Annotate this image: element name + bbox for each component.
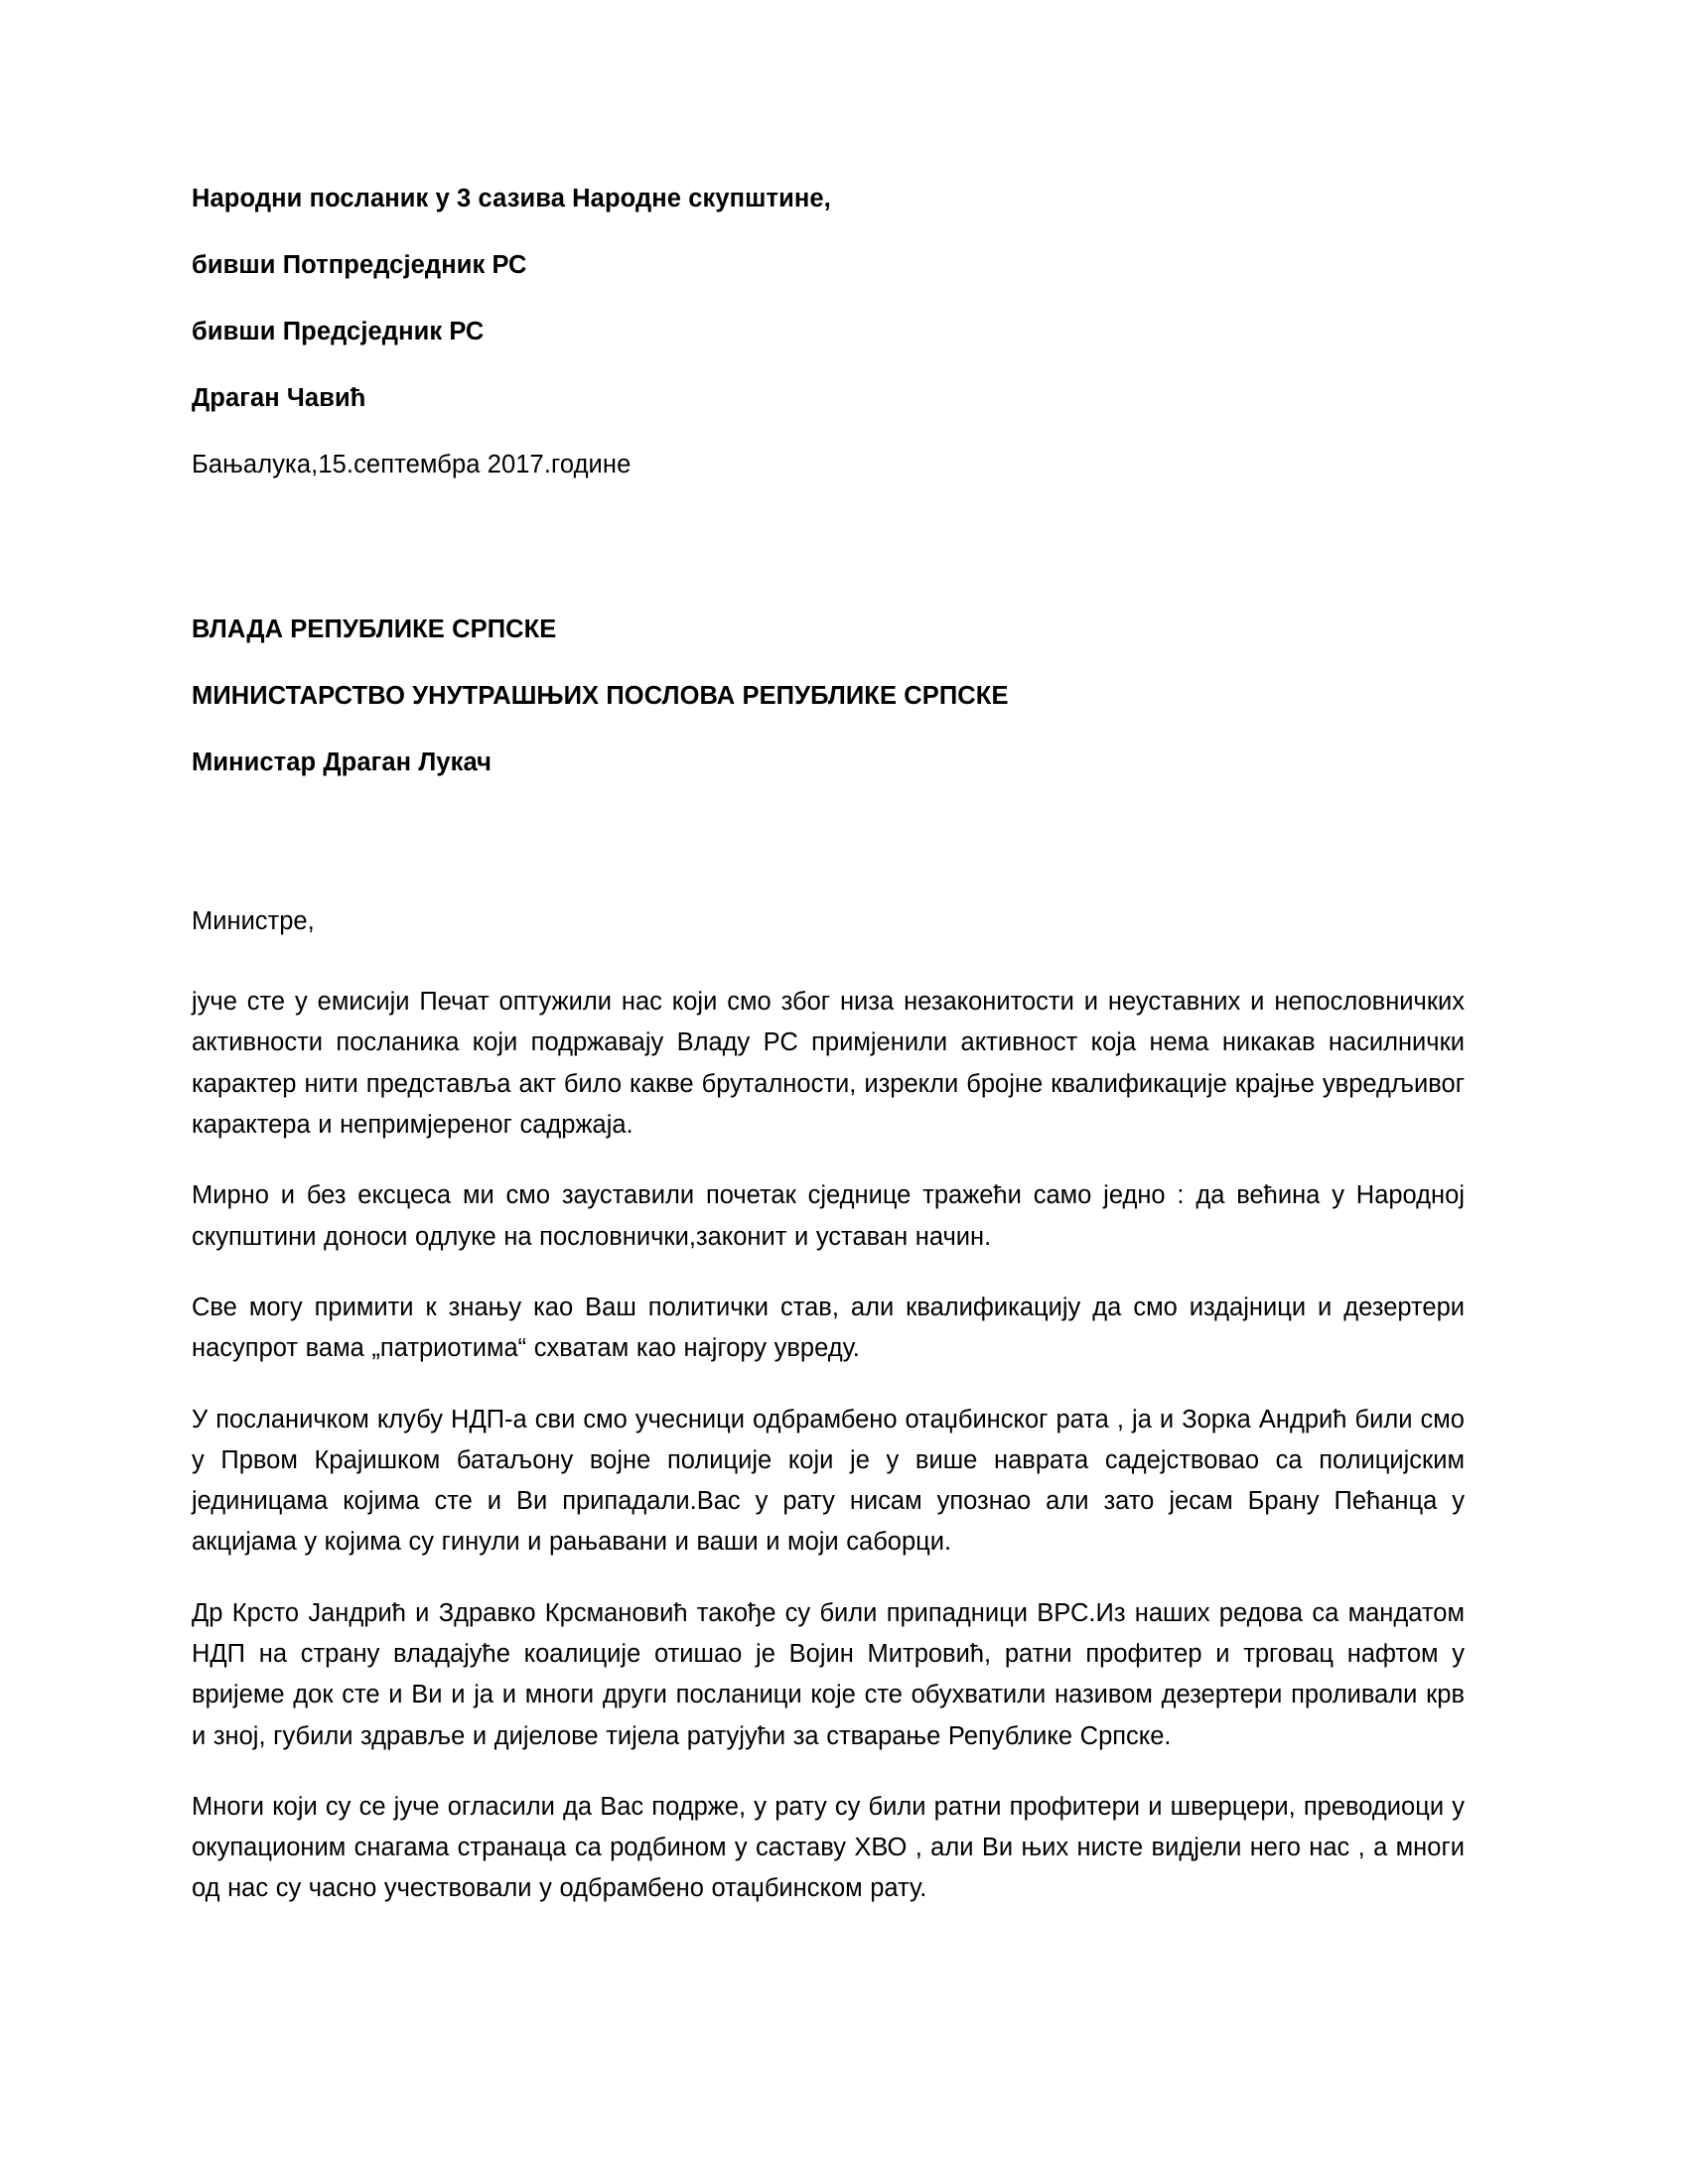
body-paragraph-5: Др Крсто Јандрић и Здравко Крсмановић такође су били припадници ВРС.Из наших редова са мандатом НДП на страну владајуће коалиције отишао је Војин Митровић, ратни профитер и трговац нафтом у вријеме док сте и Ви и ја и многи други посланици које сте обухватили називом дезертери проливали крв и зној, губили здравље и дијелове тијела ратујући за стварање Републике Српске.	[192, 1598, 1465, 1750]
recipient-ministry: МИНИСТАРСТВО УНУТРАШЊИХ ПОСЛОВА РЕПУБЛИКЕ СРПСКЕ	[192, 682, 1009, 711]
sender-name: Драган Чавић	[192, 383, 366, 412]
letter-body	[192, 905, 1465, 1910]
sender-line-former-president: бивши Предсједник РС	[192, 317, 485, 345]
salutation: Министре,	[192, 907, 315, 935]
block-spacer-sender-recipient	[192, 515, 1465, 614]
sender-line-former-vice-president: бивши Потпредсједник РС	[192, 250, 527, 279]
block-spacer-recipient-body	[192, 814, 1465, 905]
body-paragraph-3: Све могу примити к знању као Ваш политички став, али квалификацију да смо издајници и дезертери насупрот вама „патриотима“ схватам као најгору увреду.	[192, 1293, 1465, 1363]
document-content	[192, 184, 1465, 1910]
place-and-date: Бањалука,15.септембра 2017.године	[192, 450, 632, 478]
body-paragraph-1: јуче сте у емисији Печат оптужили нас који смо због низа незаконитости и неуставних и непословничких активности посланика који подржавају Владу РС примјенили активност која нема никакав насилнички карактер нити представља акт било какве бруталности, изрекли бројне квалификације крајње увредљивог карактера и непримјереног садржаја.	[192, 988, 1465, 1140]
recipient-block	[192, 614, 1465, 779]
recipient-minister: Министар Драган Лукач	[192, 749, 492, 777]
recipient-government: ВЛАДА РЕПУБЛИКЕ СРПСКЕ	[192, 615, 557, 644]
sender-block	[192, 184, 1465, 480]
body-paragraph-4: У посланичком клубу НДП-а сви смо учесници одбрамбено отаџбинског рата , ја и Зорка Андрић били смо у Првом Крајишком батаљону војне полиције који је у више наврата садејствовао са полицијским јединицама којима сте и Ви припадали.Вас у рату нисам упознао али зато јесам Брану Пећанца у акцијама у којима су гинули и рањавани и ваши и моји саборци.	[192, 1405, 1465, 1557]
sender-line-role-deputy: Народни посланик у 3 сазива Народне скупштине,	[192, 185, 831, 212]
body-paragraph-2: Мирно и без ексцеса ми смо зауставили почетак сједнице тражећи само једно : да већина у Народној скупштини доноси одлуке на пословнички,законит и уставан начин.	[192, 1181, 1465, 1251]
body-paragraph-6: Многи који су се јуче огласили да Вас подрже, у рату су били ратни профитери и шверцери, преводиоци у окупационим снагама странаца са родбином у саставу ХВО , али Ви њих нисте видјели него нас , а многи од нас су часно учествовали у одбрамбено отаџбинском рату.	[192, 1792, 1465, 1903]
